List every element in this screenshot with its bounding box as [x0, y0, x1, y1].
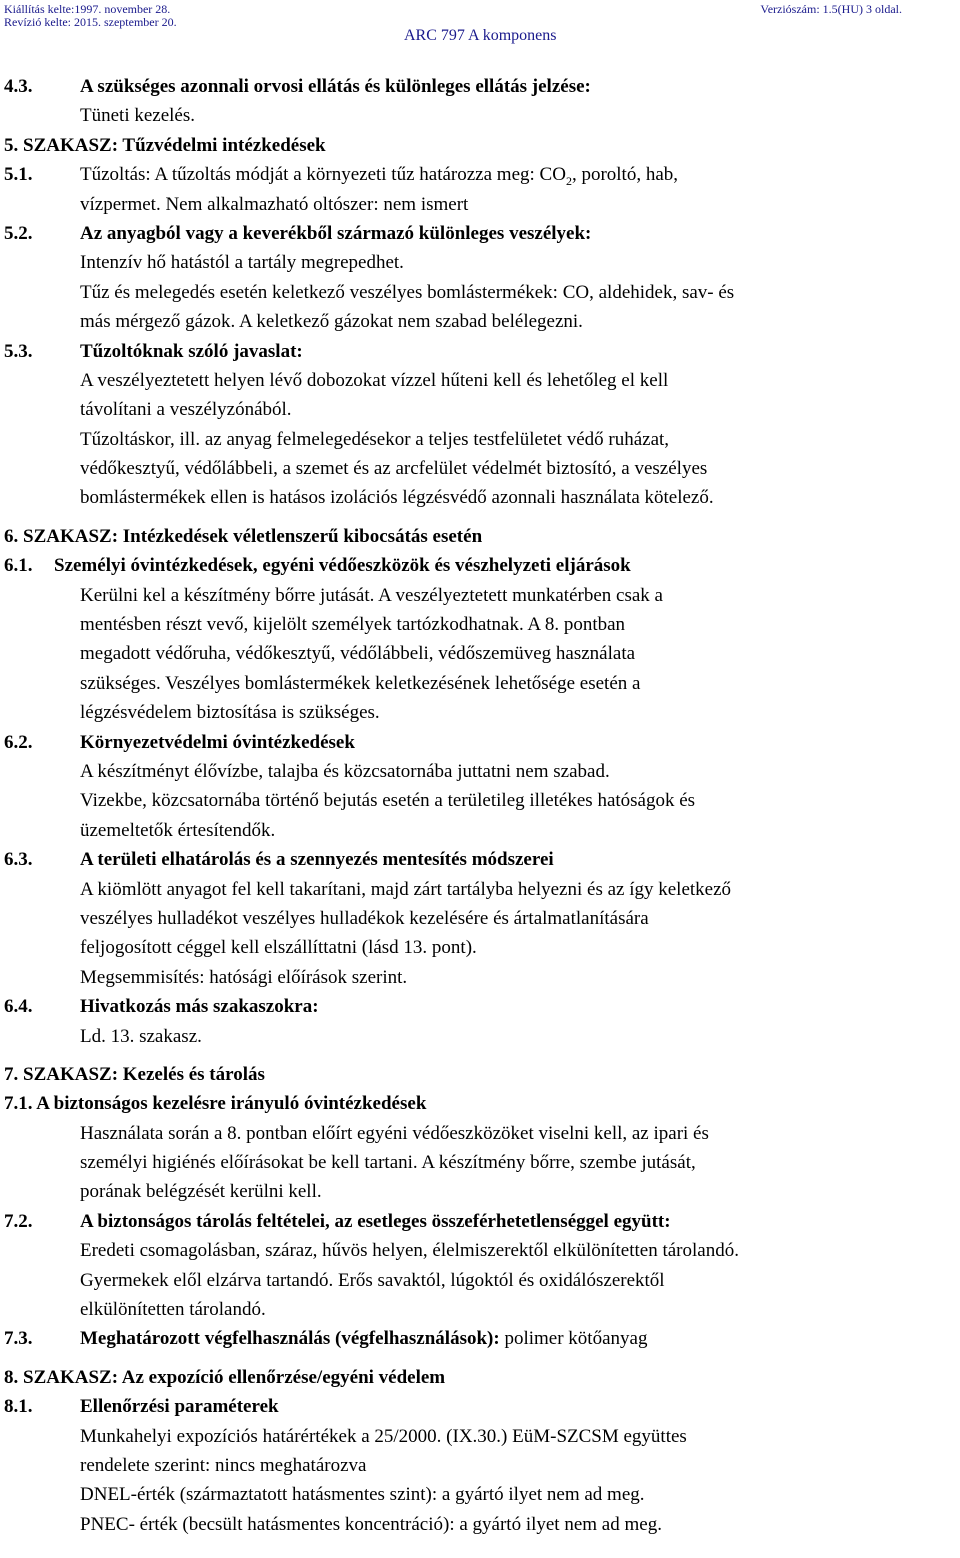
- subsection-6-4-header: [4, 992, 954, 1021]
- body-line: [4, 639, 954, 668]
- body-text: vízpermet. Nem alkalmazható oltószer: nem ismert: [80, 193, 469, 215]
- issue-date: Kiállítás kelte:1997. november 28.: [4, 2, 171, 16]
- body-line: [4, 483, 954, 512]
- subsection-title: Környezetvédelmi óvintézkedések: [80, 731, 355, 753]
- subsection-title: Hivatkozás más szakaszokra:: [80, 996, 319, 1018]
- body-text: Munkahelyi expozíciós határértékek a 25/2000. (IX.30.) EüM-SZCSM együttes: [80, 1425, 687, 1447]
- subsection-7-3: [4, 1324, 954, 1353]
- version-page: Verziószám: 1.5(HU) 3 oldal.: [760, 2, 902, 16]
- body-text: porának belégzését kerülni kell.: [80, 1181, 322, 1203]
- subsection-title: Tűzoltóknak szóló javaslat:: [80, 340, 303, 362]
- body-text: Megsemmisítés: hatósági előírások szerint.: [80, 966, 408, 988]
- body-text: Tüneti kezelés.: [80, 105, 196, 127]
- subsection-number: 5.2.: [4, 222, 33, 244]
- body-line: [4, 904, 954, 933]
- subscript: 2: [565, 173, 572, 188]
- body-text: védőkesztyű, védőlábbeli, a szemet és az arcfelület védelmét biztosító, a veszélyes: [80, 458, 708, 480]
- body-line: [4, 698, 954, 727]
- body-line: [4, 757, 954, 786]
- subsection-number: 5.1.: [4, 164, 33, 186]
- body-line: [4, 1295, 954, 1324]
- body-text: más mérgező gázok. A keletkező gázokat nem szabad belélegezni.: [80, 311, 583, 333]
- body-line: [4, 1022, 954, 1051]
- subsection-5-2-header: [4, 219, 954, 248]
- body-line: [4, 307, 954, 336]
- body-text: szükséges. Veszélyes bomlástermékek keletkezésének lehetősége esetén a: [80, 672, 641, 694]
- product-name: ARC 797 A komponens: [404, 27, 557, 44]
- subsection-title: 7.1. A biztonságos kezelésre irányuló óvintézkedések: [4, 1093, 427, 1115]
- body-text: Eredeti csomagolásban, száraz, hűvös helyen, élelmiszerektől elkülönítetten tárolandó.: [80, 1240, 739, 1262]
- body-line: [4, 395, 954, 424]
- section-heading: 7. SZAKASZ: Kezelés és tárolás: [4, 1063, 265, 1085]
- body-text: mentésben részt vevő, kijelölt személyek tartózkodhatnak. A 8. pontban: [80, 614, 626, 636]
- body-line: [4, 1451, 954, 1480]
- body-line: [4, 101, 954, 130]
- body-line: [4, 581, 954, 610]
- body-line: [4, 248, 954, 277]
- body-text: [80, 160, 678, 189]
- body-text: Vizekbe, közcsatornába történő bejutás esetén a területileg illetékes hatóságok és: [80, 790, 696, 812]
- body-line: [4, 1480, 954, 1509]
- body-text: elkülönítetten tárolandó.: [80, 1299, 266, 1321]
- section-6-heading: [4, 522, 954, 551]
- body-line: [4, 1119, 954, 1148]
- subsection-title: Személyi óvintézkedések, egyéni védőeszközök és vészhelyzeti eljárások: [54, 555, 631, 577]
- body-text: DNEL-érték (származtatott hatásmentes szint): a gyártó ilyet nem ad meg.: [80, 1484, 645, 1506]
- subsection-number: 8.1.: [4, 1396, 33, 1418]
- subsection-5-3-header: [4, 337, 954, 366]
- subsection-title: Az anyagból vagy a keverékből származó különleges veszélyek:: [80, 222, 592, 244]
- subsection-7-2-header: [4, 1207, 954, 1236]
- subsection-6-1-header: [4, 551, 954, 580]
- subsection-title: A szükséges azonnali orvosi ellátás és különleges ellátás jelzése:: [80, 76, 591, 97]
- body-line: [4, 1236, 954, 1265]
- body-text: üzemeltetők értesítendők.: [80, 819, 276, 841]
- body-line: [4, 816, 954, 845]
- body-text: PNEC- érték (becsült hatásmentes koncentráció): a gyártó ilyet nem ad meg.: [80, 1513, 662, 1535]
- body-line: [4, 875, 954, 904]
- body-line: [4, 1422, 954, 1451]
- section-7-heading: [4, 1060, 954, 1089]
- body-line: [4, 278, 954, 307]
- section-heading: 5. SZAKASZ: Tűzvédelmi intézkedések: [4, 134, 326, 156]
- body-line: [4, 1148, 954, 1177]
- body-text: Intenzív hő hatástól a tartály megrepedhet.: [80, 252, 404, 274]
- subsection-number: 6.4.: [4, 996, 33, 1018]
- subsection-number: 6.1.: [4, 555, 33, 577]
- body-text: Gyermekek elől elzárva tartandó. Erős savaktól, lúgoktól és oxidálószerektől: [80, 1269, 665, 1291]
- document-body: [4, 72, 954, 1539]
- body-text: Kerülni kel a készítmény bőrre jutását. A veszélyeztetett munkatérben csak a: [80, 584, 663, 606]
- section-8-heading: [4, 1363, 954, 1392]
- subsection-title: Ellenőrzési paraméterek: [80, 1396, 279, 1418]
- subsection-6-2-header: [4, 728, 954, 757]
- body-text: A készítményt élővízbe, talajba és közcsatornába juttatni nem szabad.: [80, 760, 610, 782]
- subsection-number: 6.2.: [4, 731, 33, 753]
- subsection-6-3-header: [4, 845, 954, 874]
- subsection-5-1: [4, 160, 954, 189]
- subsection-number: 6.3.: [4, 849, 33, 871]
- body-text: A veszélyeztetett helyen lévő dobozokat vízzel hűteni kell és lehetőleg el kell: [80, 369, 669, 391]
- section-5-heading: [4, 131, 954, 160]
- body-text: Tűz és melegedés esetén keletkező veszélyes bomlástermékek: CO, aldehidek, sav- és: [80, 281, 735, 303]
- body-text: bomlástermékek ellen is hatásos izolációs légzésvédő azonnali használata kötelező.: [80, 487, 714, 509]
- body-line: [4, 1510, 954, 1539]
- subsection-title: Meghatározott végfelhasználás (végfelhasználások):: [80, 1328, 500, 1350]
- body-text: Ld. 13. szakasz.: [80, 1025, 202, 1047]
- body-text: veszélyes hulladékot veszélyes hulladékok kezelésére és ártalmatlanítására: [80, 907, 649, 929]
- body-text: távolítani a veszélyzónából.: [80, 399, 292, 421]
- subsection-title-line: [80, 1324, 647, 1353]
- body-text: Használata során a 8. pontban előírt egyéni védőeszközöket viselni kell, az ipari és: [80, 1122, 709, 1144]
- subsection-number: 7.2.: [4, 1210, 33, 1232]
- section-heading: 6. SZAKASZ: Intézkedések véletlenszerű kibocsátás esetén: [4, 525, 483, 547]
- revision-date: Revízió kelte: 2015. szeptember 20.: [4, 15, 177, 29]
- body-line: [4, 425, 954, 454]
- body-line: [4, 669, 954, 698]
- subsection-value: polimer kötőanyag: [499, 1328, 648, 1350]
- subsection-4-3-header: [4, 72, 954, 101]
- body-line: [4, 1266, 954, 1295]
- body-text: A kiömlött anyagot fel kell takarítani, majd zárt tartályba helyezni és az így keletkező: [80, 878, 732, 900]
- subsection-title: A területi elhatárolás és a szennyezés mentesítés módszerei: [80, 849, 554, 871]
- body-line: [4, 454, 954, 483]
- body-text: rendelete szerint: nincs meghatározva: [80, 1454, 367, 1476]
- body-line: [4, 786, 954, 815]
- body-line: [4, 366, 954, 395]
- subsection-8-1-header: [4, 1392, 954, 1421]
- body-line: [4, 190, 954, 219]
- body-text: megadott védőruha, védőkesztyű, védőlábbeli, védőszemüveg használata: [80, 643, 636, 665]
- body-line: [4, 933, 954, 962]
- subsection-number: 5.3.: [4, 340, 33, 362]
- subsection-number: 7.3.: [4, 1328, 33, 1350]
- body-text: személyi higiénés előírásokat be kell tartani. A készítmény bőrre, szembe jutását,: [80, 1152, 696, 1174]
- section-heading: 8. SZAKASZ: Az expozíció ellenőrzése/egyéni védelem: [4, 1366, 446, 1388]
- subsection-number: 4.3.: [4, 76, 33, 97]
- body-line: [4, 963, 954, 992]
- body-line: [4, 610, 954, 639]
- body-line: [4, 1177, 954, 1206]
- body-text-part: Tűzoltás: A tűzoltás módját a környezeti tűz határozza meg: CO: [80, 164, 566, 186]
- body-text: Tűzoltáskor, ill. az anyag felmelegedésekor a teljes testfelületet védő ruházat,: [80, 428, 670, 450]
- body-text: légzésvédelem biztosítása is szükséges.: [80, 702, 380, 724]
- body-text-part: , poroltó, hab,: [571, 164, 679, 186]
- body-text: feljogosított céggel kell elszállíttatni (lásd 13. pont).: [80, 937, 477, 959]
- subsection-7-1-header: [4, 1089, 954, 1118]
- subsection-title: A biztonságos tárolás feltételei, az esetleges összeférhetetlenséggel együtt:: [80, 1210, 671, 1232]
